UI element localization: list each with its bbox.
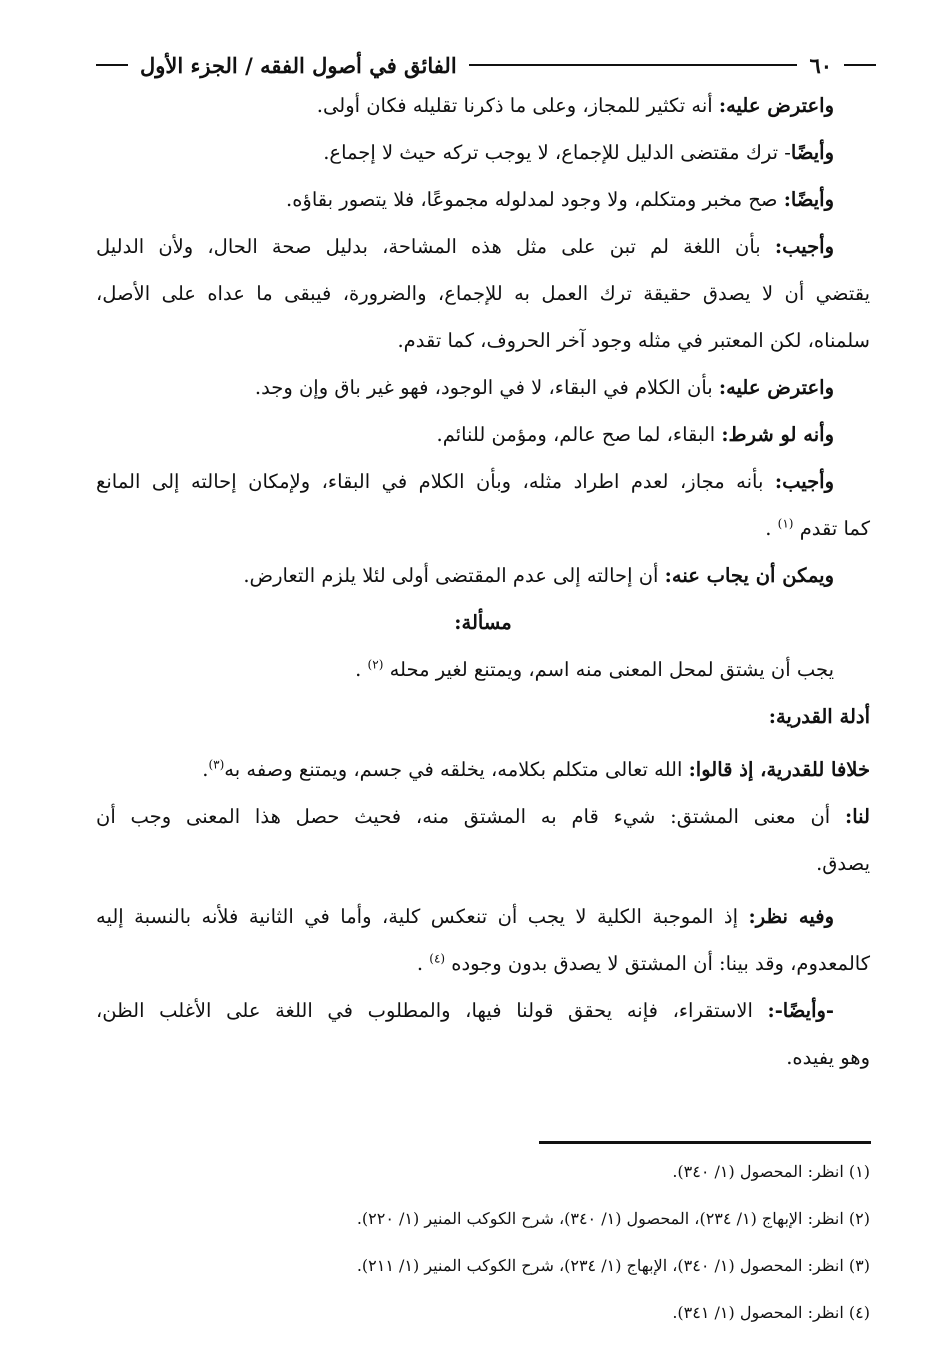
paragraph-11-line-1 [96, 793, 870, 840]
paragraph-text: إذ الموجبة الكلية لا يجب أن تنعكس كلية، وأما في الثانية فلأنه بالنسبة إليه [96, 905, 749, 928]
paragraph-13-line-2: وهو يفيده. [786, 1046, 870, 1069]
book-title: الفائق في أصول الفقه / الجزء الأول [140, 52, 457, 78]
paragraph-3 [96, 176, 870, 223]
paragraph-text: أن معنى المشتق: شيء قام به المشتق منه، فحيث حصل هذا المعنى وجب أن [96, 805, 846, 828]
paragraph-12-line-1 [96, 893, 870, 940]
paragraph-2 [96, 129, 870, 176]
page-number: ٦٠ [809, 52, 832, 78]
footnote-separator [539, 1141, 871, 1144]
header-rule-middle [469, 64, 798, 66]
main-text [96, 82, 870, 1081]
paragraph-8 [96, 552, 870, 599]
lead-term: وأيضًا [790, 141, 834, 164]
paragraph-text: يجب أن يشتق لمحل المعنى منه اسم، ويمتنع لغير محله [389, 658, 834, 681]
punctuation: . [202, 758, 209, 781]
paragraph-text: الله تعالى متكلم بكلامه، يخلقه في جسم، ويمتنع وصفه به [224, 758, 689, 781]
footnote-ref-1[interactable]: (١) [777, 516, 794, 531]
paragraph-10 [96, 746, 870, 793]
paragraph-text: بأنه مجاز، لعدم اطراد مثله، وبأن الكلام في البقاء، ولإمكان إحالته إلى المانع [96, 470, 775, 493]
footnote-ref-3[interactable]: (٣) [208, 757, 225, 772]
punctuation: . [416, 952, 430, 975]
paragraph-5 [96, 364, 870, 411]
lead-term: واعترض عليه: [718, 94, 834, 117]
paragraph-text: أنه تكثير للمجاز، وعلى ما ذكرنا تقليله فكان أولى. [316, 94, 719, 117]
paragraph-9 [96, 646, 870, 693]
paragraph-12-line-2 [96, 940, 870, 987]
paragraph-4-line-3: سلمناه، لكن المعتبر في مثله وجود آخر الحروف، كما تقدم. [397, 329, 870, 352]
lead-term: وأجيب: [774, 470, 834, 493]
header-rule-left [96, 64, 128, 66]
paragraph-11-line-2: يصدق. [816, 852, 870, 875]
lead-term: خلافا للقدرية، إذ قالوا: [688, 758, 870, 781]
lead-term: -وأيضًا-: [767, 999, 834, 1022]
subheading [96, 693, 870, 740]
lead-term: واعترض عليه: [718, 376, 834, 399]
running-header [96, 48, 876, 82]
paragraph-13-line-1 [96, 987, 870, 1034]
paragraph-1 [96, 82, 870, 129]
paragraph-4-line-2: يقتضي أن لا يصدق حقيقة ترك العمل به للإجماع، والضرورة، فيبقى ما عداه على الأصل، [96, 282, 870, 305]
footnote-1: (١) انظر: المحصول (١/ ٣٤٠). [672, 1162, 870, 1181]
paragraph-text: أن إحالته إلى عدم المقتضى أولى لئلا يلزم التعارض. [243, 564, 665, 587]
footnote-3: (٣) انظر: المحصول (١/ ٣٤٠)، الإبهاج (١/ ٢٣٤)، شرح الكوكب المنير (١/ ٢١١). [356, 1256, 870, 1275]
paragraph-text: كالمعدوم، وقد بينا: أن المشتق لا يصدق بدون وجوده [451, 952, 870, 975]
paragraph-6 [96, 411, 870, 458]
lead-term: وفيه نظر: [748, 905, 835, 928]
paragraph-text: صح مخبر ومتكلم، ولا وجود لمدلوله مجموعًا، فلا يتصور بقاؤه. [286, 188, 784, 211]
paragraph-text: كما تقدم [799, 517, 870, 540]
footnote-4: (٤) انظر: المحصول (١/ ٣٤١). [672, 1303, 870, 1322]
section-title: مسألة: [454, 611, 512, 634]
footnote-2: (٢) انظر: الإبهاج (١/ ٢٣٤)، المحصول (١/ ٣٤٠)، شرح الكوكب المنير (١/ ٢٢٠). [356, 1209, 870, 1228]
paragraph-text: البقاء، لما صح عالم، ومؤمن للنائم. [436, 423, 722, 446]
paragraph-text: الاستقراء، فإنه يحقق قولنا فيها، والمطلوب في اللغة على الأغلب الظن، [96, 999, 768, 1022]
punctuation: . [765, 517, 778, 540]
paragraph-4-line-1 [96, 223, 870, 270]
footnote-ref-2[interactable]: (٢) [367, 657, 384, 672]
lead-term: ويمكن أن يجاب عنه: [664, 564, 834, 587]
paragraph-text: بأن اللغة لم تبن على مثل هذه المشاحة، بدليل صحة الحال، ولأن الدليل [96, 235, 775, 258]
lead-term: وأجيب: [774, 235, 834, 258]
lead-term: وأنه لو شرط: [721, 423, 834, 446]
paragraph-7-line-1 [96, 458, 870, 505]
footnotes [96, 1148, 870, 1336]
footnote-ref-4[interactable]: (٤) [429, 951, 446, 966]
paragraph-7-line-2 [96, 505, 870, 552]
lead-term: وأيضًا: [783, 188, 834, 211]
paragraph-text: بأن الكلام في البقاء، لا في الوجود، فهو غير باق وإن وجد. [254, 376, 719, 399]
header-rule-right [844, 64, 876, 66]
subheading-text: أدلة القدرية: [768, 705, 870, 728]
lead-term: لنا: [845, 805, 870, 828]
paragraph-text: - ترك مقتضى الدليل للإجماع، لا يوجب تركه حيث لا إجماع. [323, 141, 791, 164]
punctuation: . [355, 658, 368, 681]
